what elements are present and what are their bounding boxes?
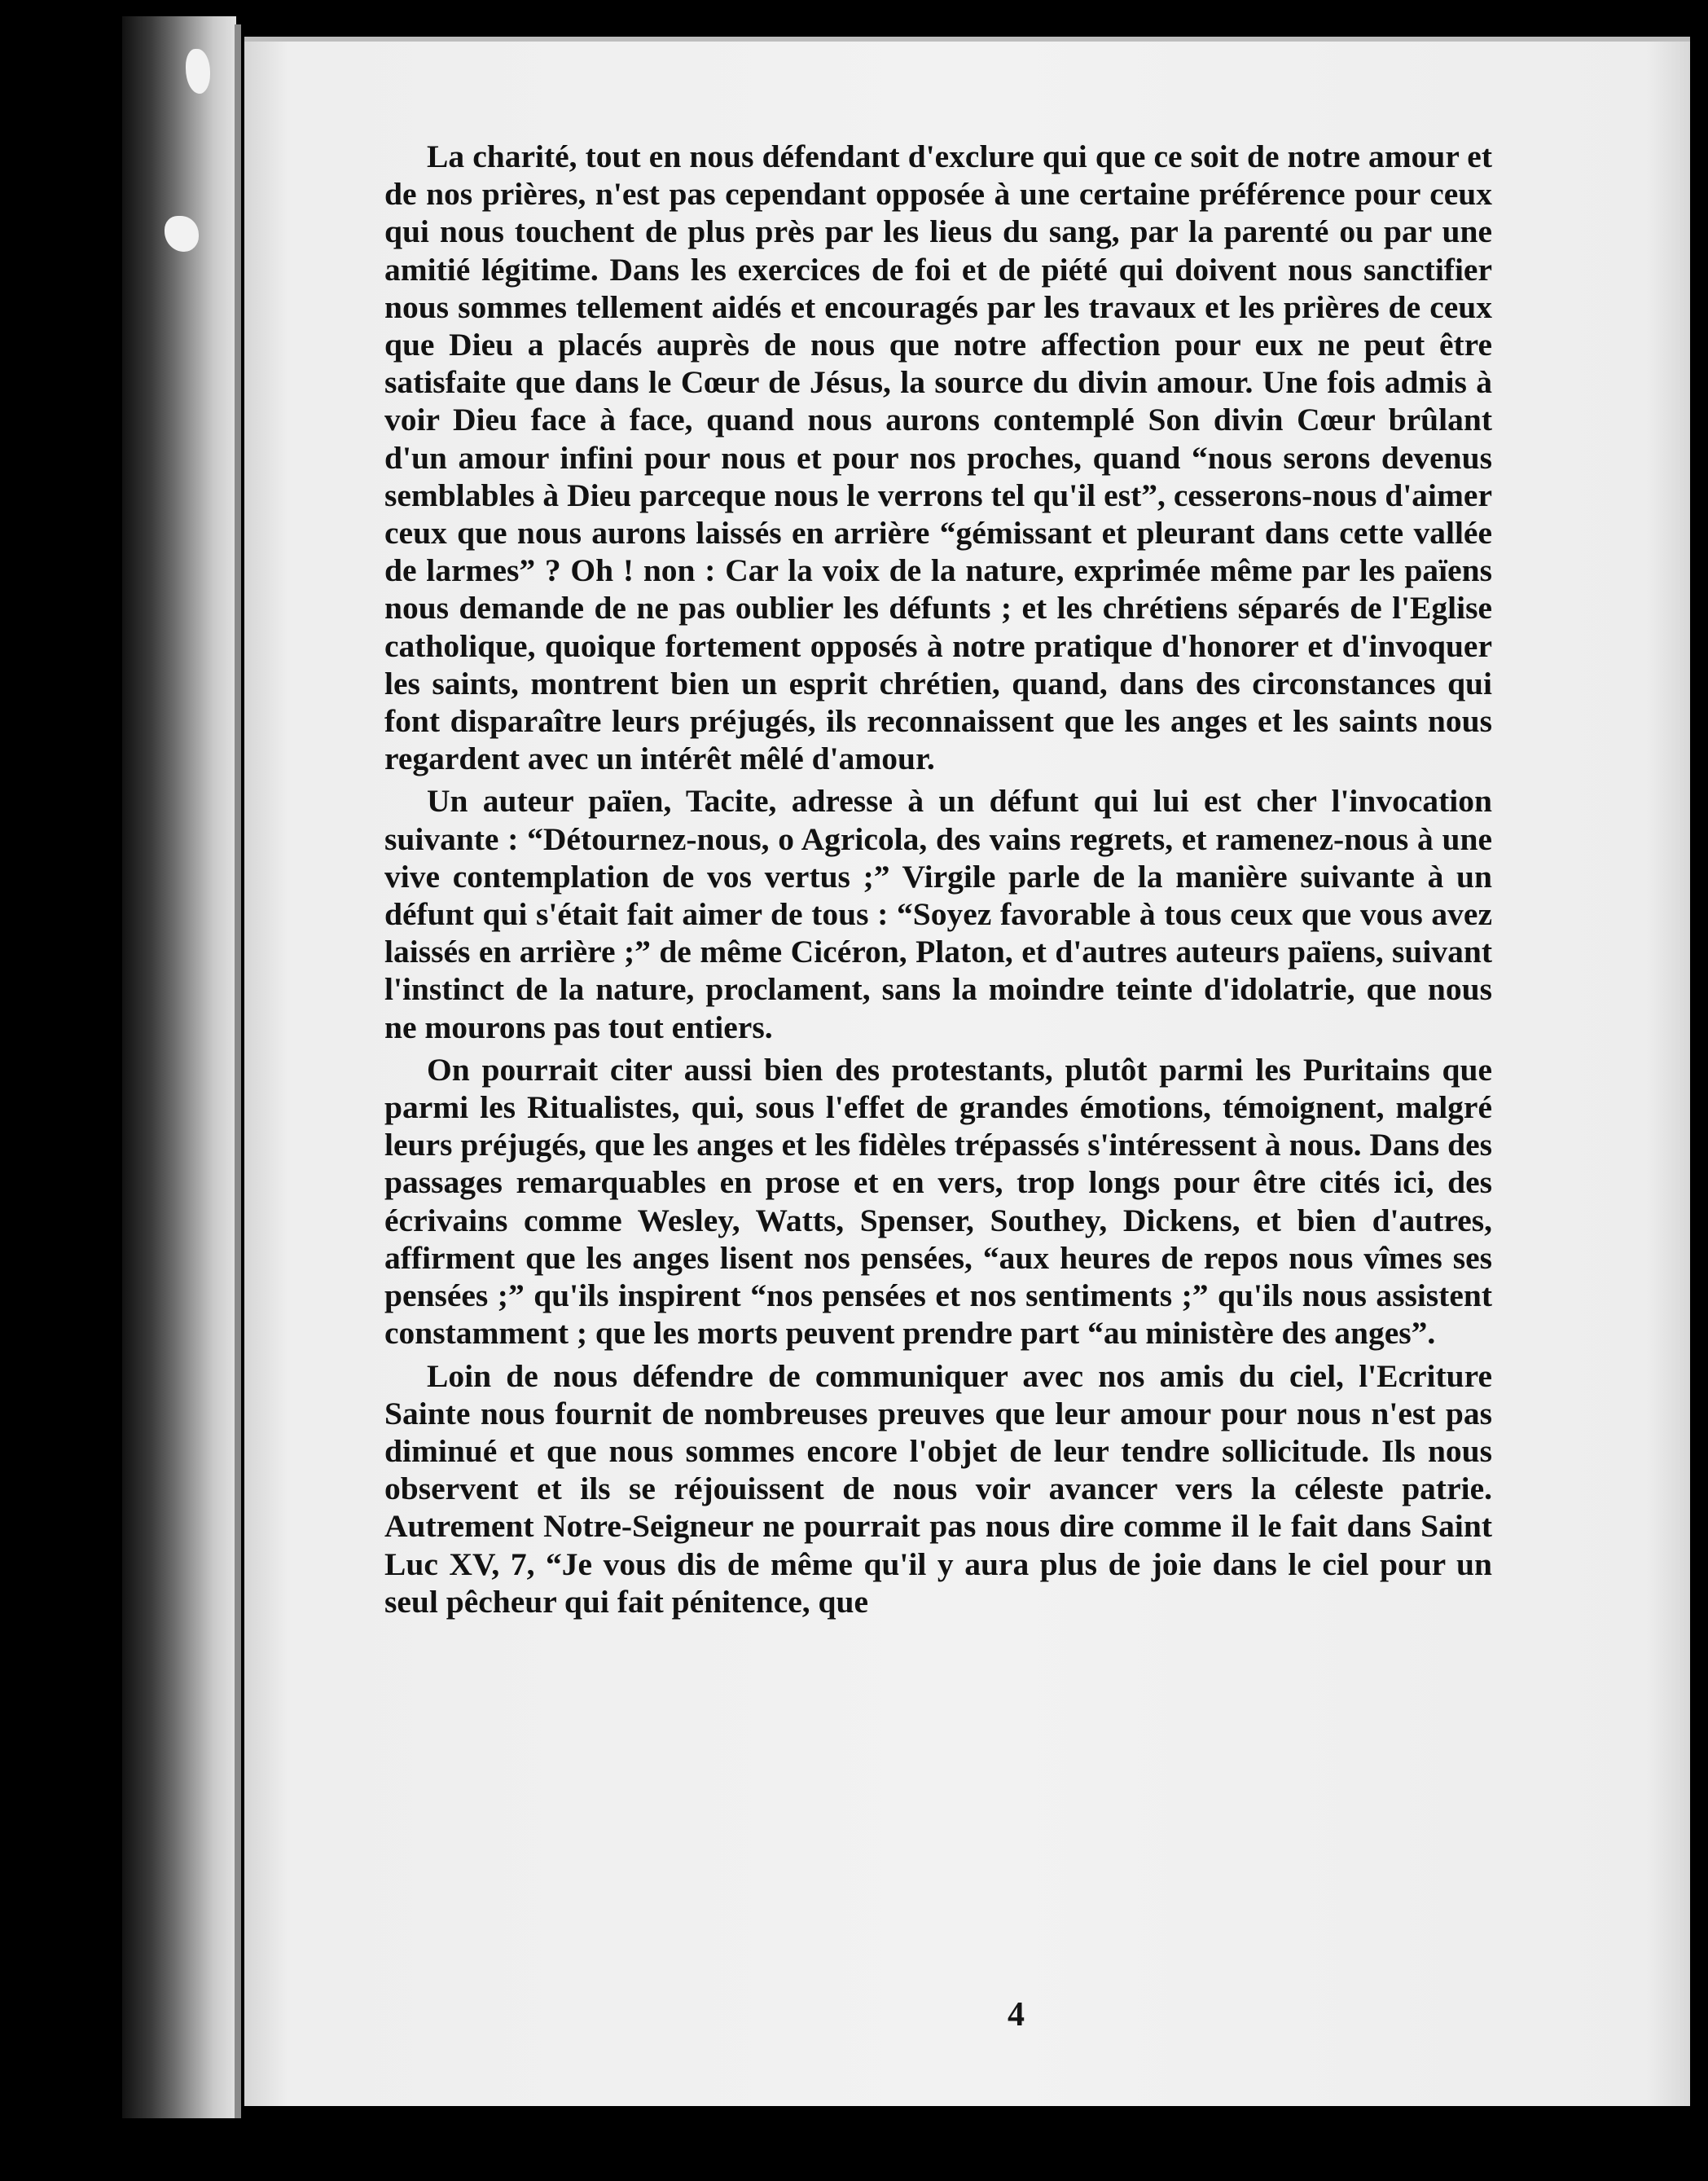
paragraph: On pourrait citer aussi bien des protestants, plutôt parmi les Puritains que parmi les Ritualistes, qui, sous l'effet de grandes émotions, témoignent, malgré leurs préjugés, que les anges et les fidèles trépassés s'intéressent à nous. Dans des passages remarquables en prose et en vers, trop longs pour être cités ici, des écrivains comme Wesley, Watts, Spenser, Southey, Dickens, et bien d'autres, affirment que les anges lisent nos pensées, “aux heures de repos nous vîmes ses pensées ;” qu'ils inspirent “nos pensées et nos sentiments ;” qu'ils nous assistent constamment ; que les morts peuvent prendre part “au ministère des anges”.: [384, 1051, 1492, 1352]
paragraph: Un auteur païen, Tacite, adresse à un défunt qui lui est cher l'invocation suivante : “Détournez-nous, o Agricola, des vains regrets, et ramenez-nous à une vive contemplation de vos vertus ;” Virgile parle de la manière suivante à un défunt qui s'était fait aimer de tous : “Soyez favorable à tous ceux que vous avez laissés en arrière ;” de même Cicéron, Platon, et d'autres auteurs païens, suivant l'instinct de la nature, proclament, sans la moindre teinte d'idolatrie, que nous ne mourons pas tout entiers.: [384, 783, 1492, 1045]
paragraph: Loin de nous défendre de communiquer avec nos amis du ciel, l'Ecriture Sainte nous fournit de nombreuses preuves que leur amour pour nous n'est pas diminué et que nous sommes encore l'objet de leur tendre sollicitude. Ils nous observent et ils se réjouissent de nous voir avancer vers la céleste patrie. Autrement Notre-Seigneur ne pourrait pas nous dire comme il le fait dans Saint Luc XV, 7, “Je vous dis de même qu'il y aura plus de joie dans le ciel pour un seul pêcheur qui fait pénitence, que: [384, 1357, 1492, 1620]
spine-blemish: [186, 49, 210, 94]
page-edge: [235, 24, 241, 2118]
paragraph: La charité, tout en nous défendant d'exclure qui que ce soit de notre amour et de nos prières, n'est pas cependant opposée à une certaine préférence pour ceux qui nous touchent de plus près par les lieus du sang, par la parenté ou par une amitié légitime. Dans les exercices de foi et de piété qui doivent nous sanctifier nous sommes tellement aidés et encouragés par les travaux et les prières de ceux que Dieu a placés auprès de nous que notre affection pour eux ne peut être satisfaite que dans le Cœur de Jésus, la source du divin amour. Une fois admis à voir Dieu face à face, quand nous aurons contemplé Son divin Cœur brûlant d'un amour infini pour nous et pour nos proches, quand “nous serons devenus semblables à Dieu parceque nous le verrons tel qu'il est”, cesserons-nous d'aimer ceux que nous aurons laissés en arrière “gémissant et pleurant dans cette vallée de larmes” ? Oh ! non : Car la voix de la nature, exprimée même par les païens nous demande de ne pas oublier les défunts ; et les chrétiens séparés de l'Eglise catholique, quoique fortement opposés à notre pratique d'honorer et d'invoquer les saints, montrent bien un esprit chrétien, quand, dans des circonstances qui font disparaître leurs préjugés, ils reconnaissent que les anges et les saints nous regardent avec un intérêt mêlé d'amour.: [384, 139, 1492, 777]
spine-blemish: [165, 216, 199, 252]
book-spine: [122, 16, 236, 2118]
body-text: [384, 138, 1492, 1625]
book-page: [244, 37, 1690, 2106]
page-number: 4: [1008, 1996, 1025, 2034]
